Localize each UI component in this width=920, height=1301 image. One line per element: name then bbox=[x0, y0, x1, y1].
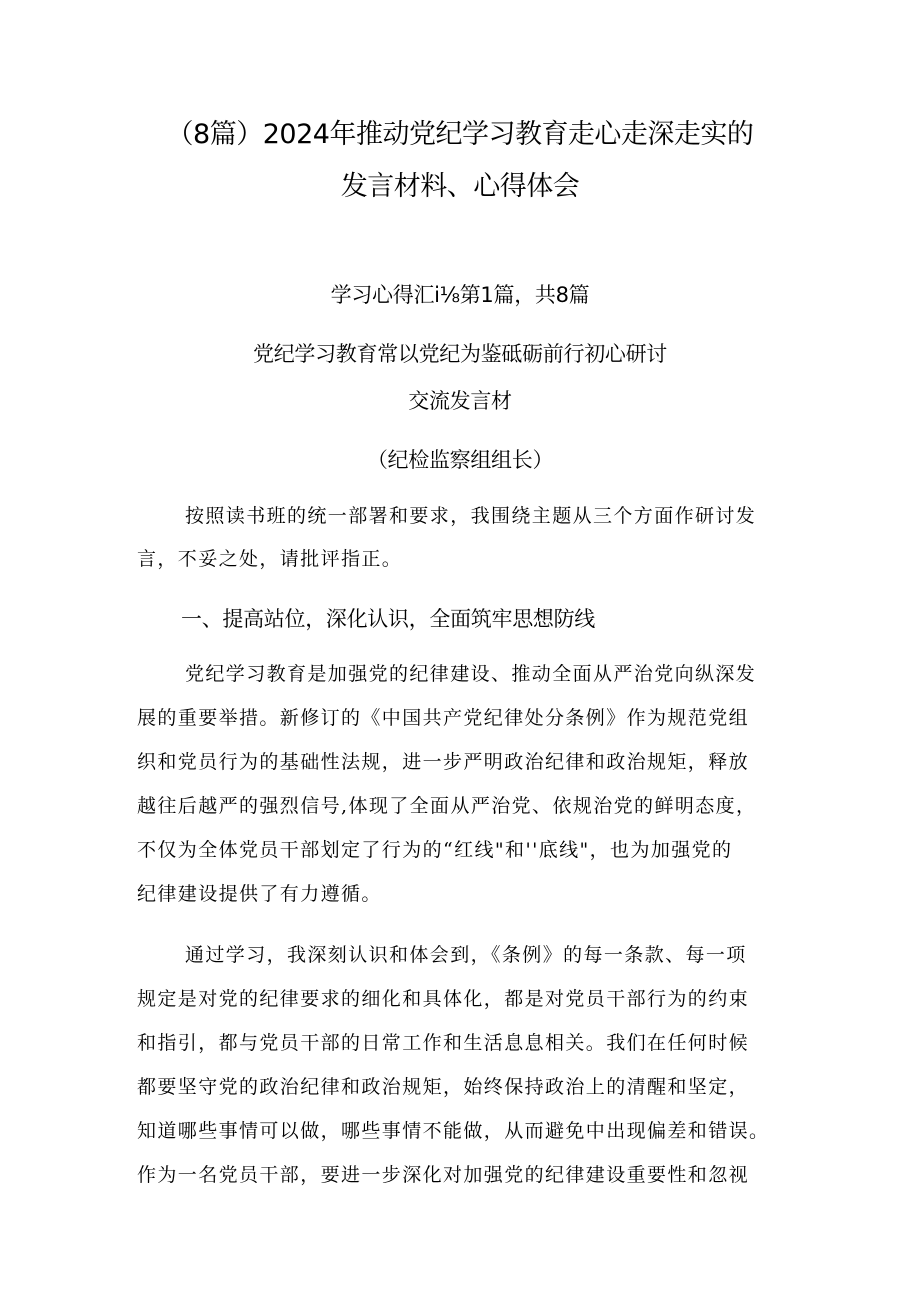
paragraph-line: 通过学习，我深刻认识和体会到，《条例》的每一条款、每一项 bbox=[185, 944, 747, 966]
paragraph-line: 纪律建设提供了有力遵循。 bbox=[137, 883, 382, 905]
paragraph-line: 越往后越严的强烈信号,体现了全面从严治党、依规治党的鲜明态度， bbox=[137, 795, 757, 817]
paragraph-line: 不仅为全体党员干部划定了行为的“红线"和''底线"，也为加强党的 bbox=[137, 839, 733, 861]
paragraph-line: 展的重要举措。新修订的《中国共产党纪律处分条例》作为规范党组 bbox=[137, 707, 750, 729]
intro-line: 言，不妥之处，请批评指正。 bbox=[137, 548, 403, 570]
paragraph-line: 作为一名党员干部，要进一步深化对加强党的纪律建设重要性和忽视 bbox=[137, 1164, 750, 1186]
paragraph-line: 都要坚守党的政治纪律和政治规矩，始终保持政治上的清醒和坚定， bbox=[137, 1076, 750, 1098]
section-heading-1: 一、提高站位，深化认识，全面筑牢思想防线 bbox=[181, 607, 595, 631]
paragraph-line: 规定是对党的纪律要求的细化和具体化，都是对党员干部行为的约束 bbox=[137, 988, 750, 1010]
author-line: （纪检监察组组长） bbox=[366, 448, 554, 472]
paragraph-line: 和指引，都与党员干部的日常工作和生活息息相关。我们在任何时候 bbox=[137, 1032, 750, 1054]
collection-label: 学习心得汇i⅛第1篇，共8篇 bbox=[330, 283, 590, 307]
paragraph-line: 知道哪些事情可以做，哪些事情不能做，从而避免中出现偏差和错误。 bbox=[137, 1120, 770, 1142]
paragraph-line: 织和党员行为的基础性法规，进一步严明政治纪律和政治规矩，释放 bbox=[137, 751, 750, 773]
document-title-line-2: 发言材料、心得体会 bbox=[340, 171, 580, 202]
intro-line: 按照读书班的统一部署和要求，我围绕主题从三个方面作研讨发 bbox=[185, 505, 757, 527]
paragraph-line: 党纪学习教育是加强党的纪律建设、推动全面从严治党向纵深发 bbox=[185, 663, 757, 685]
document-title-line-1: （8篇）2024年推动党纪学习教育走心走深走实的 bbox=[166, 119, 754, 150]
article-title-line-2: 交流发言材 bbox=[408, 389, 512, 413]
article-title-line-1: 党纪学习教育常以党纪为鉴砥砺前行初心研讨 bbox=[253, 342, 667, 366]
